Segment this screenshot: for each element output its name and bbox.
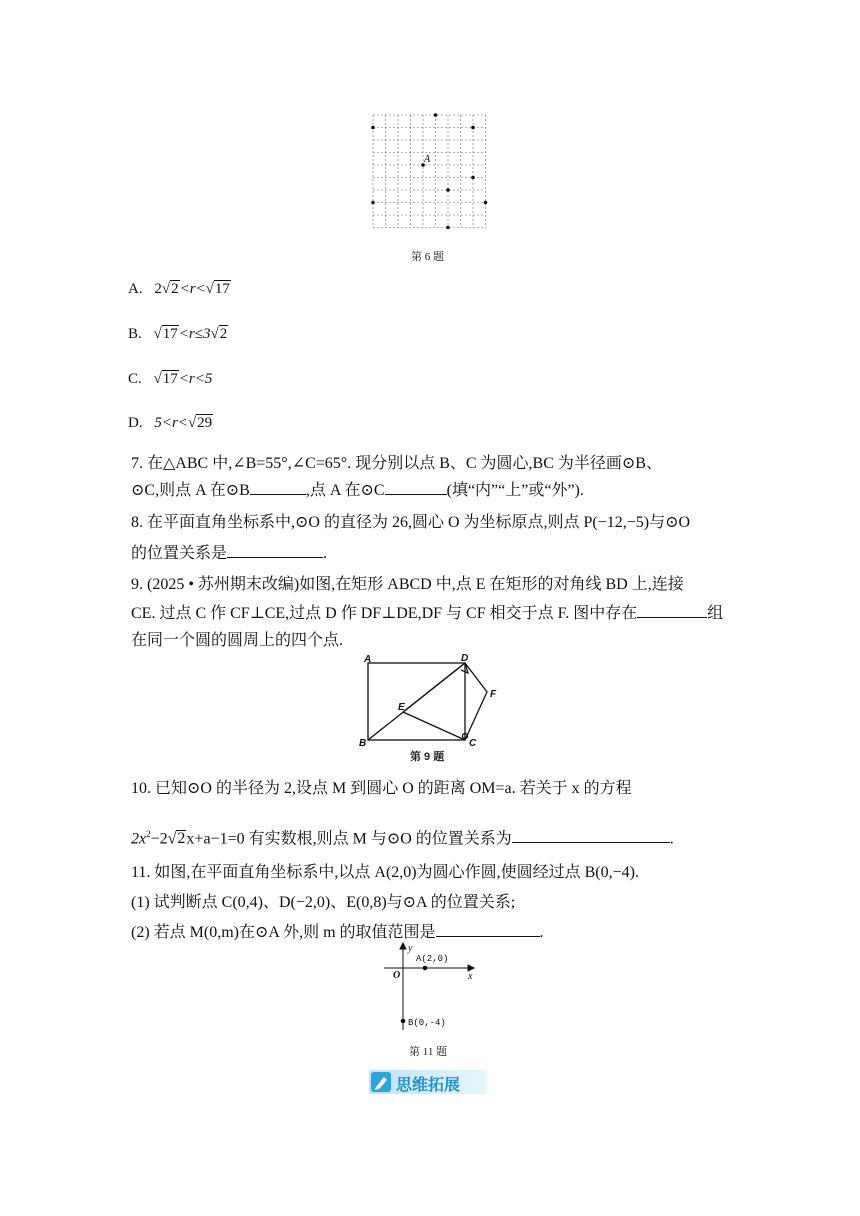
question-9-text-b: 组: [707, 605, 724, 622]
equation-lead: 2x: [131, 830, 147, 848]
question-7-text-b: ,点 A 在⊙C: [305, 482, 385, 499]
grid-point: [446, 188, 450, 192]
option-d: D. 5<r<√29: [128, 415, 213, 431]
question-9-line-3: 在同一个圆的圆周上的四个点.: [131, 632, 344, 649]
option-a-letter: A.: [128, 281, 143, 297]
figure-9-caption: 第 9 题: [410, 751, 445, 763]
answer-blank-7b[interactable]: [385, 480, 447, 495]
grid-point: [484, 201, 488, 205]
option-a: A. 2√2<r<√17: [128, 281, 230, 297]
point-b: [401, 1019, 405, 1023]
label-b: B: [359, 738, 367, 749]
grid-point: [434, 113, 438, 117]
x-axis-label: x: [468, 971, 473, 982]
question-11-end: .: [539, 924, 544, 941]
origin-label: O: [393, 970, 401, 981]
point-b-label: B(0,-4): [408, 1018, 446, 1028]
option-a-mid: <r<: [179, 281, 206, 297]
answer-blank-8[interactable]: [227, 543, 323, 558]
figure-11-caption: 第 11 题: [409, 1046, 448, 1058]
label-c: C: [469, 738, 477, 749]
label-f: F: [490, 689, 497, 700]
option-b-radicand-1: 17: [162, 326, 178, 342]
question-7-text-c: (填“内”“上”或“外”).: [446, 482, 584, 499]
point-a: [423, 966, 427, 970]
question-11-part-2-text: (2) 若点 M(0,m)在⊙A 外,则 m 的取值范围是: [131, 924, 436, 941]
grid-point: [471, 126, 475, 130]
option-d-letter: D.: [128, 415, 143, 431]
question-11-line-1: 11. 如图,在平面直角坐标系中,以点 A(2,0)为圆心作圆,使圆经过点 B(0,−4).: [131, 864, 639, 881]
equation-tail: x+a−1=0 有实数根,则点 M 与⊙O 的位置关系为: [186, 830, 512, 848]
question-10-line-1: 10. 已知⊙O 的半径为 2,设点 M 到圆心 O 的距离 OM=a. 若关于 x 的方程: [131, 780, 632, 797]
section-header: [369, 1070, 487, 1094]
equation-mid: −2: [150, 830, 168, 848]
figure-6-caption: 第 6 题: [411, 251, 444, 263]
answer-blank-11[interactable]: [436, 922, 540, 937]
question-7-line-2: [131, 480, 584, 502]
answer-blank-7a[interactable]: [250, 480, 306, 495]
question-9-line-2: [131, 603, 723, 625]
grid-point: [446, 226, 450, 230]
equation-radicand: 2: [177, 830, 186, 848]
grid-point: [371, 201, 375, 205]
point-a-label: A(2,0): [416, 954, 449, 964]
option-c-mid: <r<5: [178, 371, 213, 387]
option-d-radicand-1: 29: [197, 415, 213, 431]
answer-blank-10[interactable]: [512, 828, 670, 843]
question-11-part-1: (1) 试判断点 C(0,4)、D(−2,0)、E(0,8)与⊙A 的位置关系;: [131, 894, 516, 911]
figure-6-grid: [368, 110, 493, 235]
pencil-icon: [371, 1072, 391, 1092]
question-7-text-a: ⊙C,则点 A 在⊙B: [131, 482, 250, 499]
option-d-lead: 5<r<: [154, 415, 188, 431]
option-b-letter: B.: [128, 326, 142, 342]
figure-11-coordinate-plane: [382, 940, 482, 1032]
question-8-line-1: 8. 在平面直角坐标系中,⊙O 的直径为 26,圆心 O 为坐标原点,则点 P(−12,−5)与⊙O: [131, 514, 691, 531]
label-e: E: [398, 702, 405, 713]
option-b: B. √17<r≤3√2: [128, 326, 228, 342]
grid-point: [371, 126, 375, 130]
question-9-text-a: CE. 过点 C 作 CF⊥CE,过点 D 作 DF⊥DE,DF 与 CF 相交于点 F. 图中存在: [131, 605, 638, 622]
figure-9-rectangle: [355, 650, 515, 750]
section-title: 思维拓展: [396, 1077, 461, 1094]
question-8-end: .: [323, 545, 328, 562]
option-c: C. √17<r<5: [128, 371, 213, 387]
option-a-radicand-2: 17: [214, 281, 230, 297]
question-10-line-2: $2x^2-2√2x+a-1=0$ 有实数根,则点 M 与⊙O 的位置关系为 .: [131, 829, 674, 848]
y-axis-arrow: [400, 943, 406, 949]
option-a-lead: 2: [154, 281, 162, 297]
question-10-end: .: [669, 830, 674, 848]
segment-de: [403, 663, 465, 712]
option-b-mid: <r≤3: [178, 326, 211, 342]
option-a-radicand-1: 2: [171, 281, 179, 297]
question-9-line-1: 9. (2025 • 苏州期末改编)如图,在矩形 ABCD 中,点 E 在矩形的对角线 BD 上,连接: [131, 576, 684, 593]
option-c-radicand-1: 17: [162, 371, 178, 387]
question-7-line-1: 7. 在△ABC 中,∠B=55°,∠C=65°. 现分别以点 B、C 为圆心,BC 为半径画⊙B、: [131, 455, 662, 472]
equation-exponent: 2: [146, 829, 151, 839]
segments-df-cf: [465, 663, 487, 740]
point-a-label: A: [424, 154, 431, 165]
grid-point: [471, 176, 475, 180]
segment-ce: [403, 712, 465, 740]
option-c-letter: C.: [128, 371, 142, 387]
question-8-line-2: [131, 543, 327, 565]
answer-blank-9[interactable]: [637, 603, 707, 618]
label-d: D: [461, 653, 469, 664]
label-a: A: [364, 654, 372, 665]
y-axis-label: y: [408, 943, 413, 954]
question-8-text: 的位置关系是: [131, 545, 228, 562]
option-b-radicand-2: 2: [219, 326, 228, 342]
